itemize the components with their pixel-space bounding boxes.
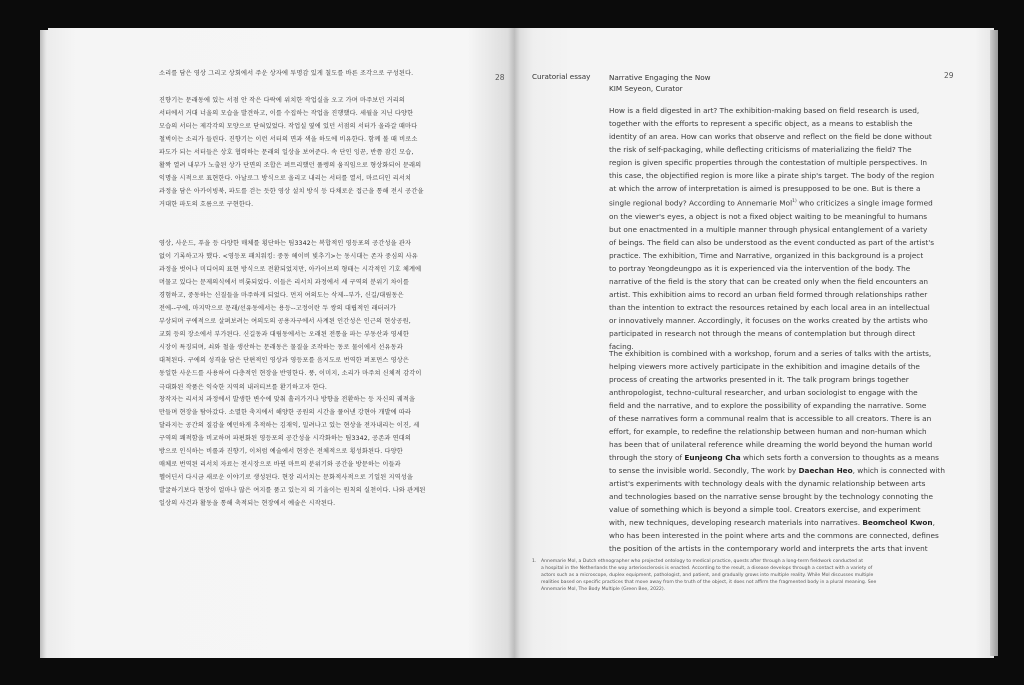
text-span: with, new techniques, developing research materials into narratives.	[609, 518, 863, 528]
text-line: 과정을 벗어나 미디어의 표현 방식으로 전환되었지만, 아카이브의 형태는 시각적인 기호 체계에	[159, 266, 422, 274]
text-line: the risk of self-packaging, while deflecting criticisms of materializing the field? The	[609, 145, 912, 155]
text-line: value of something which is beyond a simple tool. Creators exercise, and experiment	[609, 505, 921, 515]
text-line: to portray Yeongdeungpo as it is experienced via the intervention of the body. The	[609, 263, 911, 273]
english-paragraph-1	[609, 104, 945, 353]
artist-name: Daechan Heo	[798, 466, 853, 476]
right-page-edges	[990, 30, 998, 656]
text-line: The exhibition is combined with a workshop, forum and a series of talks with the artists,	[609, 349, 932, 358]
text-line: 모습의 서터는 제각각의 모양으로 닫혀있었다. 작업실 옆에 있던 서점의 서터가 올라갈 때마다	[159, 123, 418, 131]
text-line	[609, 451, 945, 464]
text-line: at which the arrow of interpretation is aimed is presupposed to be one. But is there a	[609, 184, 921, 194]
text-line: 동일한 사운드를 사용하여 다층적인 현장을 반영한다. 풍, 이미지, 소리가 마주쳐 신체적 감각이	[159, 370, 422, 378]
text-line: 파도가 되는 서터들은 상호 협력하는 문래의 일상을 보여준다. 속 단인 잉꾼, 반쯤 잠긴 모습,	[159, 149, 414, 157]
footnote-number: 1.	[532, 559, 537, 564]
text-line: 서터에서 거대 너울의 모습을 발견하고, 이를 수집하는 작업을 진행했다. 세월을 지닌 다양한	[159, 110, 414, 118]
text-line: on the viewer's eyes, a object is not a fixed object waiting to be meaningful to humans	[609, 211, 928, 221]
text-line: than the intention to extract the resources retained by each local area in an intellectual	[609, 302, 930, 312]
text-line: 발굴하기보다 현장이 얼마나 많은 여지를 품고 있는지 의 기울이는 원칙의 실천이다. 나와 관계된	[159, 487, 426, 495]
text-line: of beings. The field can also be understood as the event conducted as part of the artist's	[609, 237, 935, 247]
footnote-marker: 1)	[792, 199, 797, 205]
text-line: 극대화된 작품은 익숙한 지역의 내러티브를 환기하고자 한다.	[159, 383, 327, 391]
essay-title: Narrative Engaging the Now	[609, 73, 711, 82]
text-span: ,	[932, 518, 935, 528]
text-line: artist's experiments with technology deals with the dynamic relationship between arts	[609, 479, 926, 489]
text-line: has been that of unilateral reference while dreaming the world beyond the human world	[609, 440, 933, 450]
artist-name: Beomcheol Kwon	[862, 518, 933, 528]
text-span: to sense the invisible world. Secondly, The work by	[609, 466, 799, 476]
text-line: 경험하고, 중동하는 신질들을 마주하게 되었다. 먼저 여의도는 삭제--부가, 신길/대림동은	[159, 292, 404, 300]
left-page-number: 28	[495, 73, 505, 82]
text-span: single regional body? According to Annemarie Mol	[609, 198, 793, 208]
text-line	[609, 464, 945, 477]
text-line: 영상, 사운드, 푸을 등 다양한 매체를 횡단하는 팀3342는 복합적인 영등포의 공간성을 관자	[159, 240, 412, 247]
right-page-number: 29	[944, 71, 954, 80]
text-line: 전에--구에, 마지막으로 문래/선유동에서는 용등--고정이란 두 쌍의 대립적인 래터러가	[159, 305, 397, 313]
text-line: anthropologist, techno-cultural researcher, and urban sociologist to engage with the	[609, 388, 918, 398]
text-line: Annemarie Mol, The Body Multiple (Green Bee, 2022).	[541, 587, 666, 592]
text-span: who criticizes a single image formed	[796, 198, 933, 208]
text-line: 활짝 열려 내부가 노출된 상가 단면의 조합은 퍼트리했던 풀렝의 움직임으로 형상화되어 문래의	[159, 162, 422, 170]
korean-paragraph-3	[159, 237, 485, 394]
text-line: a hospital in the Netherlands the way arteriosclerosis is enacted. According to the result, a disease develops through a contact with a variety of	[541, 566, 873, 571]
korean-paragraph-2	[159, 94, 485, 211]
text-line: or innovatively manner. Accordingly, it focuses on the works created by the artists who	[609, 315, 928, 325]
text-line: 달라지는 공간의 질감을 예민하게 추적하는 김재익, 밀려나고 있는 현상을 전자내리는 이진, 세	[159, 422, 420, 430]
text-line: actors such as a microscope, duplex equipment, pathologist, and patient, and gradually grows into multiple reality. While Mol discusses multiple	[541, 573, 874, 578]
text-line: 소리를 담은 영상 그리고 상회에서 주운 상자에 투명감 있게 칠도를 바른 조각으로 구성된다.	[159, 70, 414, 77]
text-line: the position of the artists in the contemporary world and interprets the arts that invent	[609, 544, 928, 554]
text-line: narrative of the field is the story that can be created only when the field encounters an	[609, 276, 929, 286]
essay-author: KIM Seyeon, Curator	[609, 84, 683, 93]
text-line: 없이 기록하고자 했다. <영등포 패치워킹: 중동 헤이비 빛추기>는 동시대는 존자 중심의 사유	[159, 253, 418, 261]
text-line: 거대한 파도의 흐름으로 구현한다.	[159, 201, 254, 209]
english-paragraph-2	[609, 347, 945, 555]
text-line: 철벅이는 소리가 들린다. 진향기는 이런 서터의 면과 색을 하도에 비유한다. 함께 볼 때 비로소	[159, 136, 418, 144]
text-line: 머물고 있다는 문제의식에서 비롯되었다. 이들은 리서치 과정에서 세 구역의 분위기 차이를	[159, 279, 409, 287]
text-line	[609, 195, 945, 209]
text-span: through the story of	[609, 453, 685, 463]
footnote-body	[532, 558, 944, 593]
text-line: together with the efforts to represent a specific object, as a means to establish the	[609, 119, 913, 129]
text-line: but one enactmented in a multiple manner through physical entanglement of a variety	[609, 224, 928, 234]
essay-title-block	[609, 72, 711, 94]
text-line: region is given specific properties through the contestation of multiple perspectives. In	[609, 158, 928, 168]
artist-name: Eunjeong Cha	[684, 453, 741, 463]
text-span: which sets forth a conversion to thoughts as a means	[740, 453, 939, 463]
text-line: Annemarie Mol, a Dutch ethnographer who projected ontology to medical practice, quests after through a long-term fieldwork conducted at	[541, 559, 864, 564]
text-span: , which is connected with	[852, 466, 946, 476]
text-line: participated in research not through the means of contemplation but through direct	[609, 328, 916, 338]
text-line: 진향기는 문래동에 있는 서점 안 작은 다락에 위치한 작업실을 오고 가며 마주보던 거리의	[159, 97, 405, 104]
footnote	[532, 558, 944, 593]
text-line: 시장이 특징되며, 쇠와 철을 생산하는 문래동은 물질을 조작하는 동로 물이에서 선유동과	[159, 344, 403, 352]
text-line: this case, the objectified region is more like a pirate ship's target. The body of the region	[609, 171, 935, 181]
text-line: 대척된다. 구에의 성격을 담은 단편적인 영상과 영등포를 음지도로 번역한 퍼포먼스 영상은	[159, 357, 409, 365]
text-line: 창작자는 리서치 과정에서 발생한 변수에 맞춰 흘러가거나 방향을 전환하는 등 자신의 궤적을	[159, 396, 416, 403]
text-line: helping viewers more actively participate in the exhibition and imagine details of the	[609, 362, 920, 372]
text-line: who has been interested in the point where arts and the commons are connected, defines	[609, 531, 939, 541]
text-line: 일상의 사건과 활동을 통해 축적되는 현장에서 예술은 시작된다.	[159, 500, 336, 508]
text-line: effort, for example, to redefine the relationship between human and non-human which	[609, 427, 927, 437]
text-line: 헬어딘서 다시금 새로운 이야기로 생성된다. 현장 리서치는 문화적사적으로 기일된 지역성을	[159, 474, 413, 482]
text-line: and technologies based on the narrative sense brought by the technology connoting the	[609, 492, 933, 502]
text-line: How is a field digested in art? The exhibition-making based on field research is used,	[609, 106, 920, 115]
text-line: 과정을 담은 아카이빙북, 파도를 걷는 듯한 영상 설치 방식 등 다채로운 접근을 통해 전시 공간을	[159, 188, 424, 196]
text-line: realities based on specific practices that move away from the truth of the object, it does not affirm the fragmented body in a plural meaning. See	[541, 580, 877, 585]
text-line: 교회 등의 장소에서 부가된다. 신길동과 대림동에서는 오래된 전통을 파는 부동산과 영세한	[159, 331, 409, 339]
text-line: 구역의 쾌적함을 비교하며 파편화된 영등포의 공간성을 시각화하는 팀3342, 공존과 연대의	[159, 435, 411, 443]
book-gutter	[508, 28, 520, 658]
korean-paragraph-1	[159, 67, 485, 80]
text-line: 매체로 번역된 리서치 자료는 전시장으로 바뀐 마트의 분위기와 공간을 방문하는 이들과	[159, 461, 401, 469]
text-line: artist. This exhibition aims to record an urban field formed through relationships rather	[609, 289, 928, 299]
text-line: 만들며 현장을 탐아갔다. 소멸한 축지에서 해양한 공원의 시간을 풀어낸 강현아 개발에 따라	[159, 409, 412, 417]
text-line: identity of an area. How can works that observe and reflect on the field be done without	[609, 132, 932, 142]
text-line: field and the narrative, and to explore the possibility of expanding the narrative. Some	[609, 401, 927, 411]
text-line: process of creating the artworks presented in it. The talk program brings together	[609, 375, 909, 385]
section-label: Curatorial essay	[532, 72, 591, 81]
korean-paragraph-4	[159, 393, 485, 510]
text-line: of these narratives form a communal realm that is accessible to all creators. There is an	[609, 414, 932, 424]
text-line: 방으로 인식하는 비롤과 진향기, 이처럼 예술에서 현장은 전체적으로 횡성화된다. 다양한	[159, 448, 403, 456]
text-line: facing.	[609, 341, 634, 351]
text-line	[609, 516, 945, 529]
text-line: 부상되며 구에적으로 살펴보려는 여의도의 공용자구에서 사계된 인간성은 인근의 현상공원,	[159, 318, 411, 326]
text-line: practice. The exhibition, Time and Narrative, organized in this background is a project	[609, 250, 924, 260]
text-line: 익명을 시적으로 표현한다. 아날로그 방식으로 올리고 내리는 서터를 열서, 마르더인 리서치	[159, 175, 412, 183]
